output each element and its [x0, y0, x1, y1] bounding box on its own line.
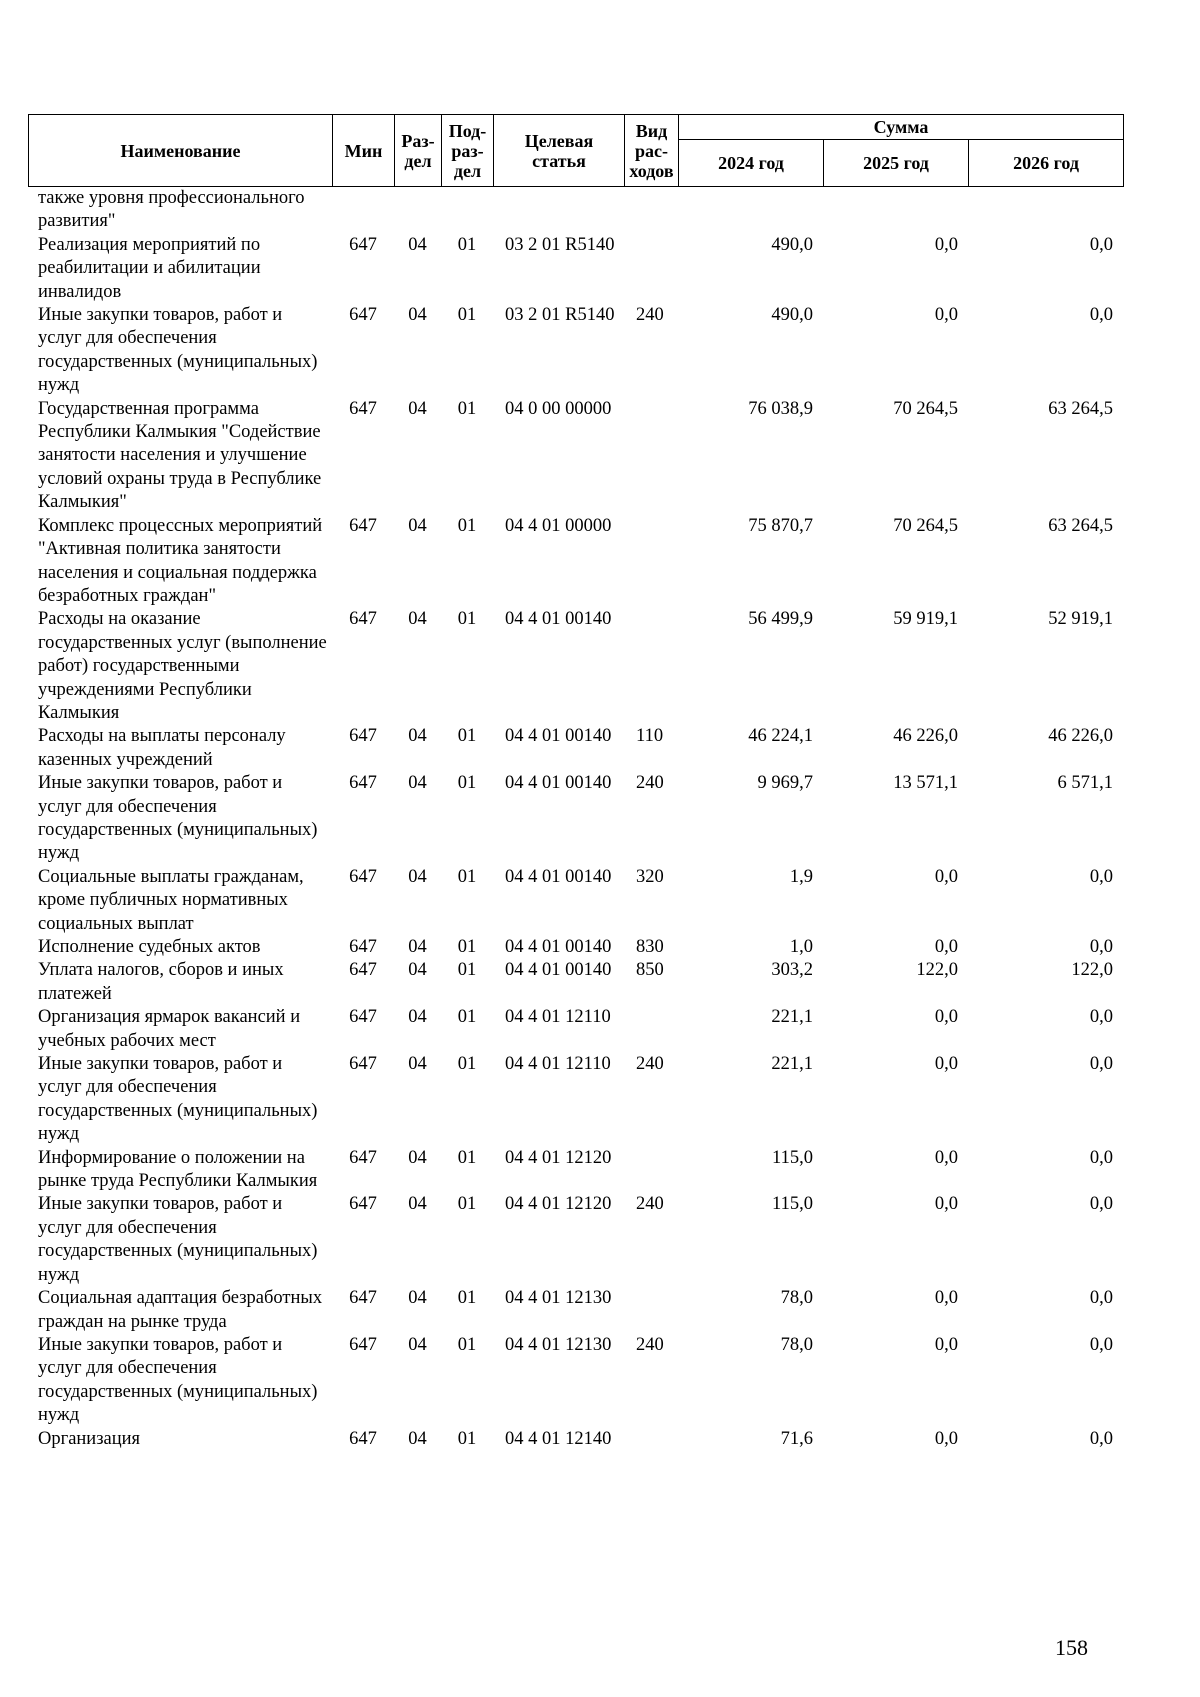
row-min: 647 — [349, 305, 377, 326]
table-row — [28, 187, 1123, 234]
row-name: Исполнение судебных актов — [38, 937, 261, 957]
row-2026: 0,0 — [1089, 1147, 1113, 1168]
row-kind — [624, 1428, 678, 1451]
row-target: 03 2 01 R5140 — [505, 305, 615, 326]
row-podrazdel: 01 — [457, 1428, 477, 1449]
row-name: Иные закупки товаров, работ и услуг для обеспечения государственных (муниципальных) нужд — [38, 773, 318, 864]
row-target: 04 4 01 12130 — [505, 1334, 612, 1355]
row-podrazdel: 01 — [457, 1288, 477, 1309]
table-body — [28, 187, 1123, 1451]
row-kind: 240 — [636, 305, 664, 326]
row-target: 04 4 01 12140 — [505, 1428, 612, 1449]
row-2024: 303,2 — [771, 960, 813, 981]
row-kind — [624, 515, 678, 609]
row-2024: 76 038,9 — [748, 398, 813, 419]
row-target — [493, 187, 624, 234]
row-podrazdel: 01 — [457, 398, 477, 419]
row-2026: 0,0 — [1089, 1194, 1113, 1215]
row-kind — [624, 234, 678, 304]
row-target: 04 4 01 00000 — [505, 515, 612, 536]
row-2026: 0,0 — [1089, 1428, 1113, 1449]
row-razdel: 04 — [408, 937, 427, 957]
row-podrazdel: 01 — [457, 866, 477, 887]
row-podrazdel: 01 — [457, 305, 477, 326]
row-2025: 0,0 — [934, 1194, 958, 1215]
page-number: 158 — [1055, 1635, 1088, 1660]
row-2024: 46 224,1 — [748, 726, 813, 747]
table-row — [28, 1428, 1123, 1451]
row-2025: 70 264,5 — [893, 398, 958, 419]
row-target: 04 0 00 00000 — [505, 398, 612, 419]
row-name: Организация — [38, 1428, 141, 1449]
row-name: Комплекс процессных мероприятий "Активная политика занятости населения и социальная поддержка безработных граждан" — [38, 515, 323, 606]
header-2026: 2026 год — [969, 140, 1124, 187]
row-razdel: 04 — [408, 1334, 427, 1355]
row-podrazdel: 01 — [457, 937, 477, 957]
row-name: Иные закупки товаров, работ и услуг для обеспечения государственных (муниципальных) нужд — [38, 305, 318, 396]
row-podrazdel: 01 — [457, 1007, 477, 1028]
row-name: Государственная программа Республики Калмыкия "Содействие занятости населения и улучшение условий охраны труда в Республике Калмыкия" — [38, 398, 322, 513]
row-name: Иные закупки товаров, работ и услуг для обеспечения государственных (муниципальных) нужд — [38, 1054, 318, 1145]
row-razdel: 04 — [408, 960, 427, 981]
row-name: Расходы на оказание государственных услуг (выполнение работ) государственными учреждениями Республики Калмыкия — [38, 609, 327, 723]
row-podrazdel: 01 — [457, 234, 477, 255]
row-2025: 0,0 — [934, 1428, 958, 1449]
row-min: 647 — [349, 398, 377, 419]
row-2024: 490,0 — [771, 305, 813, 326]
row-name: Реализация мероприятий по реабилитации и абилитации инвалидов — [38, 234, 261, 302]
row-name: Организация ярмарок вакансий и учебных рабочих мест — [38, 1007, 301, 1051]
row-target: 04 4 01 00140 — [505, 960, 612, 981]
row-razdel: 04 — [408, 1288, 427, 1309]
row-razdel: 04 — [408, 234, 427, 255]
header-target: Целевая статья — [494, 115, 625, 187]
row-razdel: 04 — [408, 398, 427, 419]
row-razdel: 04 — [408, 1147, 427, 1168]
row-name: Расходы на выплаты персоналу казенных учреждений — [38, 726, 286, 770]
row-min: 647 — [349, 1428, 377, 1449]
row-target: 04 4 01 12110 — [505, 1007, 611, 1028]
row-2026: 0,0 — [1089, 1007, 1113, 1028]
row-min: 647 — [349, 773, 377, 794]
row-name: Социальная адаптация безработных граждан на рынке труда — [38, 1288, 323, 1332]
row-razdel: 04 — [408, 305, 427, 326]
budget-document — [28, 114, 1123, 1451]
table-row — [28, 1287, 1123, 1334]
row-2025: 13 571,1 — [893, 773, 958, 794]
row-target: 04 4 01 00140 — [505, 866, 612, 887]
row-2025: 0,0 — [934, 866, 958, 887]
row-razdel: 04 — [408, 515, 427, 536]
row-2024: 75 870,7 — [748, 515, 813, 536]
row-podrazdel: 01 — [457, 1147, 477, 1168]
row-razdel: 04 — [408, 1428, 427, 1449]
row-2024: 78,0 — [780, 1334, 813, 1355]
row-target: 04 4 01 00140 — [505, 609, 612, 630]
row-podrazdel: 01 — [457, 726, 477, 747]
row-2024: 221,1 — [771, 1054, 813, 1075]
row-2026: 63 264,5 — [1048, 398, 1113, 419]
row-razdel: 04 — [408, 726, 427, 747]
row-kind: 320 — [636, 866, 664, 887]
header-sum: Сумма — [679, 115, 1124, 140]
row-min: 647 — [349, 609, 377, 630]
row-podrazdel: 01 — [457, 515, 477, 536]
header-2025: 2025 год — [824, 140, 969, 187]
row-2025: 46 226,0 — [893, 726, 958, 747]
row-2024: 1,0 — [789, 937, 813, 957]
row-target: 03 2 01 R5140 — [505, 234, 615, 255]
row-kind — [624, 398, 678, 515]
row-podrazdel: 01 — [457, 960, 477, 981]
row-2025: 0,0 — [934, 1334, 958, 1355]
row-name: также уровня профессионального развития" — [38, 188, 305, 232]
row-podrazdel: 01 — [457, 1054, 477, 1075]
row-razdel: 04 — [408, 609, 427, 630]
row-2026: 0,0 — [1089, 1288, 1113, 1309]
row-kind — [624, 1147, 678, 1194]
row-2025: 0,0 — [934, 1147, 958, 1168]
row-2024 — [678, 187, 823, 234]
row-kind — [624, 1287, 678, 1334]
row-kind: 240 — [636, 773, 664, 794]
row-kind: 240 — [636, 1194, 664, 1215]
row-target: 04 4 01 12110 — [505, 1054, 611, 1075]
header-podrazdel: Под- раз- дел — [442, 115, 494, 187]
row-2026 — [968, 187, 1123, 234]
row-2025: 0,0 — [934, 937, 958, 957]
row-2025: 70 264,5 — [893, 515, 958, 536]
row-min: 647 — [349, 866, 377, 887]
row-min: 647 — [349, 1054, 377, 1075]
row-target: 04 4 01 00140 — [505, 726, 612, 747]
row-2026: 0,0 — [1089, 937, 1113, 957]
row-2026: 0,0 — [1089, 1334, 1113, 1355]
row-target: 04 4 01 12120 — [505, 1147, 612, 1168]
table-row — [28, 1193, 1123, 1287]
header-min: Мин — [333, 115, 395, 187]
row-podrazdel: 01 — [457, 1194, 477, 1215]
row-2024: 56 499,9 — [748, 609, 813, 630]
row-2025: 0,0 — [934, 1288, 958, 1309]
row-2025: 59 919,1 — [893, 609, 958, 630]
table-row — [28, 1006, 1123, 1053]
row-min: 647 — [349, 1334, 377, 1355]
table-row — [28, 772, 1123, 866]
row-2026: 0,0 — [1089, 1054, 1113, 1075]
row-name: Социальные выплаты гражданам, кроме публичных нормативных социальных выплат — [38, 866, 304, 934]
table-row — [28, 936, 1123, 959]
row-min: 647 — [349, 1007, 377, 1028]
row-2025: 0,0 — [934, 1007, 958, 1028]
row-name: Информирование о положении на рынке труда Республики Калмыкия — [38, 1147, 318, 1192]
table-row — [28, 608, 1123, 725]
row-2025: 0,0 — [934, 234, 958, 255]
row-2024: 1,9 — [789, 866, 813, 887]
table-row — [28, 304, 1123, 398]
row-min: 647 — [349, 1288, 377, 1309]
row-target: 04 4 01 00140 — [505, 773, 612, 794]
table-row — [28, 866, 1123, 936]
row-razdel: 04 — [408, 866, 427, 887]
row-2024: 115,0 — [772, 1147, 813, 1168]
row-2024: 71,6 — [780, 1428, 813, 1449]
header-kind: Вид рас- ходов — [625, 115, 679, 187]
table-row — [28, 1147, 1123, 1194]
row-min: 647 — [349, 234, 377, 255]
table-row — [28, 1334, 1123, 1428]
row-2026: 0,0 — [1089, 866, 1113, 887]
row-razdel: 04 — [408, 1007, 427, 1028]
table-row — [28, 959, 1123, 1006]
row-2025: 0,0 — [934, 1054, 958, 1075]
header-2024: 2024 год — [679, 140, 824, 187]
row-2024: 9 969,7 — [757, 773, 813, 794]
row-2026: 52 919,1 — [1048, 609, 1113, 630]
row-2025: 122,0 — [916, 960, 958, 981]
row-name: Иные закупки товаров, работ и услуг для обеспечения государственных (муниципальных) нужд — [38, 1334, 318, 1426]
row-kind: 850 — [636, 960, 664, 981]
row-min: 647 — [349, 1147, 377, 1168]
row-kind — [624, 187, 678, 234]
row-name: Уплата налогов, сборов и иных платежей — [38, 960, 284, 1004]
table-row — [28, 1053, 1123, 1147]
row-kind: 240 — [636, 1054, 664, 1075]
row-min: 647 — [349, 1194, 377, 1215]
row-razdel — [394, 187, 441, 234]
row-min: 647 — [349, 937, 377, 957]
table-row — [28, 515, 1123, 609]
table-row — [28, 398, 1123, 515]
row-2026: 6 571,1 — [1057, 773, 1113, 794]
row-razdel: 04 — [408, 1194, 427, 1215]
row-2025 — [823, 187, 968, 234]
row-target: 04 4 01 12120 — [505, 1194, 612, 1215]
row-2024: 221,1 — [771, 1007, 813, 1028]
row-2026: 0,0 — [1089, 234, 1113, 255]
row-kind — [624, 608, 678, 725]
row-min — [332, 187, 394, 234]
row-2026: 63 264,5 — [1048, 515, 1113, 536]
header-razdel: Раз- дел — [395, 115, 442, 187]
row-name: Иные закупки товаров, работ и услуг для обеспечения государственных (муниципальных) нужд — [38, 1194, 318, 1285]
row-podrazdel — [441, 187, 493, 234]
row-2026: 0,0 — [1089, 305, 1113, 326]
row-2025: 0,0 — [934, 305, 958, 326]
row-target: 04 4 01 12130 — [505, 1288, 612, 1309]
row-target: 04 4 01 00140 — [505, 937, 612, 957]
row-kind: 110 — [636, 726, 664, 747]
row-kind — [624, 1006, 678, 1053]
row-podrazdel: 01 — [457, 773, 477, 794]
row-podrazdel: 01 — [457, 1334, 477, 1355]
row-min: 647 — [349, 726, 377, 747]
row-kind: 240 — [636, 1334, 664, 1355]
row-min: 647 — [349, 960, 377, 981]
row-podrazdel: 01 — [457, 609, 477, 630]
table-row — [28, 725, 1123, 772]
row-2024: 490,0 — [771, 234, 813, 255]
row-razdel: 04 — [408, 773, 427, 794]
row-min: 647 — [349, 515, 377, 536]
table-row — [28, 234, 1123, 304]
row-2026: 46 226,0 — [1048, 726, 1113, 747]
row-kind: 830 — [636, 937, 664, 957]
row-razdel: 04 — [408, 1054, 427, 1075]
header-name: Наименование — [29, 115, 333, 187]
row-2026: 122,0 — [1071, 960, 1113, 981]
table-header — [28, 114, 1124, 187]
row-2024: 115,0 — [772, 1194, 813, 1215]
row-2024: 78,0 — [780, 1288, 813, 1309]
